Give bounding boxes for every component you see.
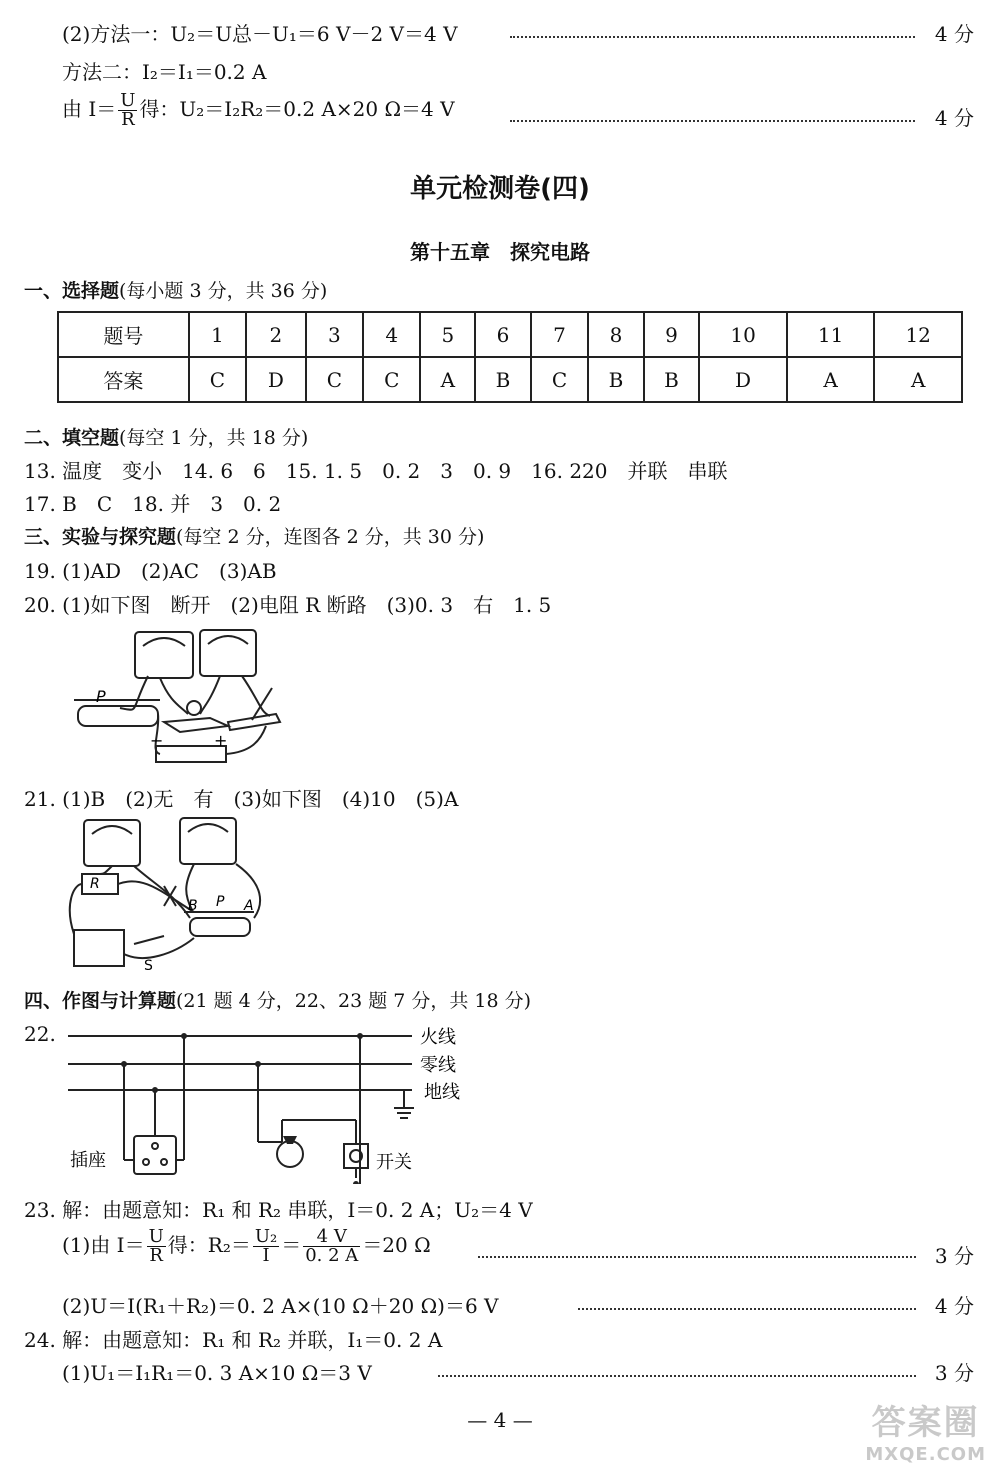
score: 3 分 <box>934 1361 974 1385</box>
table-cell: B <box>475 357 531 402</box>
score-leader <box>578 1308 916 1310</box>
table-cell: 10 <box>699 312 787 357</box>
label-a: A <box>244 898 254 914</box>
score-leader <box>478 1256 916 1258</box>
answer-line: 17. B C 18. 并 3 0. 2 <box>24 492 282 516</box>
section-note: (21 题 4 分，22、23 题 7 分，共 18 分) <box>176 990 532 1012</box>
text: 得：R₂＝ <box>167 1233 251 1257</box>
section-note: (每小题 3 分，共 36 分) <box>119 280 328 302</box>
text: (1)由 I＝ <box>62 1233 145 1257</box>
score-leader <box>510 36 915 38</box>
label-r: R <box>90 876 100 892</box>
table-cell: 5 <box>420 312 475 357</box>
table-row <box>58 312 962 357</box>
denominator: 0. 2 A <box>305 1245 359 1266</box>
table-cell: C <box>531 357 588 402</box>
table-cell: 8 <box>588 312 644 357</box>
bulb-icon <box>187 701 201 715</box>
label-socket: 插座 <box>70 1150 106 1171</box>
table-cell: D <box>246 357 306 402</box>
table-cell: B <box>644 357 700 402</box>
section-heading <box>24 423 308 450</box>
section-note: (每空 2 分，连图各 2 分，共 30 分) <box>176 526 485 548</box>
table-cell: 7 <box>531 312 588 357</box>
fraction <box>118 92 137 129</box>
section-label: 一、选择题 <box>24 280 120 302</box>
rheostat-icon <box>78 706 158 726</box>
label-s: S <box>144 958 153 974</box>
answer-table <box>57 311 963 403</box>
method-one-line: (2)方法一：U₂＝U总－U₁＝6 V－2 V＝4 V <box>62 22 458 46</box>
answer-line: 20. (1)如下图 断开 (2)电阻 R 断路 (3)0. 3 右 1. 5 <box>24 593 552 617</box>
watermark-url: MXQE.COM <box>865 1444 986 1465</box>
score: 3 分 <box>934 1244 974 1268</box>
section-heading <box>24 276 327 303</box>
answer-line: 13. 温度 变小 14. 6 6 15. 1. 5 0. 2 3 0. 9 16. 220 并联 串联 <box>24 459 728 483</box>
label-neutral: 零线 <box>420 1055 456 1076</box>
text: ＝ <box>281 1233 302 1257</box>
table-cell: 1 <box>189 312 246 357</box>
score: 4 分 <box>934 1294 974 1318</box>
table-cell: 9 <box>644 312 700 357</box>
bulb-icon <box>277 1141 303 1167</box>
label-switch: 开关 <box>376 1152 412 1173</box>
answer-line: 23. 解：由题意知：R₁ 和 R₂ 串联，I＝0. 2 A；U₂＝4 V <box>24 1198 533 1222</box>
score-leader <box>510 120 915 122</box>
table-cell: C <box>306 357 363 402</box>
table-cell: 4 <box>363 312 420 357</box>
table-cell: C <box>363 357 420 402</box>
fraction <box>253 1228 279 1265</box>
chapter-title: 第十五章 探究电路 <box>410 240 590 264</box>
section-label: 三、实验与探究题 <box>24 526 177 548</box>
score-leader <box>438 1375 916 1377</box>
circuit-figure-q21 <box>64 814 274 974</box>
denominator: R <box>149 1245 163 1266</box>
answer-line: 19. (1)AD (2)AC (3)AB <box>24 559 277 583</box>
question-number: 22. <box>24 1022 56 1046</box>
table-cell: 答案 <box>58 357 189 402</box>
denominator: I <box>262 1245 270 1266</box>
method-two-line: 方法二：I₂＝I₁＝0.2 A <box>62 60 267 84</box>
table-cell: 12 <box>874 312 962 357</box>
numerator: 4 V <box>303 1228 360 1247</box>
wiring-diagram-q22 <box>60 1024 480 1184</box>
table-cell: B <box>588 357 644 402</box>
formula-line: (1)U₁＝I₁R₁＝0. 3 A×10 Ω＝3 V <box>62 1361 372 1385</box>
fraction <box>303 1228 360 1265</box>
circuit-figure-q20 <box>60 622 290 774</box>
switch-icon <box>344 1144 368 1168</box>
watermark-title: 答案圈 <box>871 1403 980 1443</box>
label-earth: 地线 <box>424 1082 460 1103</box>
rheostat-icon <box>190 918 250 936</box>
table-cell: 6 <box>475 312 531 357</box>
numerator: U <box>148 1226 164 1247</box>
label-minus: − <box>150 731 164 750</box>
formula-line: (2)U＝I(R₁＋R₂)＝0. 2 A×(10 Ω＋20 Ω)＝6 V <box>62 1294 499 1318</box>
resistor-icon <box>82 874 118 894</box>
answer-line: 21. (1)B (2)无 有 (3)如下图 (4)10 (5)A <box>24 787 459 811</box>
table-cell: A <box>420 357 475 402</box>
label-b: B <box>188 898 198 914</box>
numerator: U₂ <box>254 1226 278 1247</box>
socket-icon <box>134 1136 176 1174</box>
battery-icon <box>74 930 124 966</box>
watermark <box>865 1395 986 1465</box>
section-label: 四、作图与计算题 <box>24 990 177 1012</box>
table-cell: D <box>699 357 787 402</box>
label-live: 火线 <box>420 1027 456 1048</box>
switch-icon <box>134 936 164 944</box>
text: 由 I＝ <box>62 97 117 121</box>
answer-line: 24. 解：由题意知：R₁ 和 R₂ 并联，I₁＝0. 2 A <box>24 1328 443 1352</box>
table-cell: 题号 <box>58 312 189 357</box>
label-plus: + <box>214 731 228 750</box>
table-cell: 2 <box>246 312 306 357</box>
fraction <box>147 1228 166 1265</box>
table-row <box>58 357 962 402</box>
section-label: 二、填空题 <box>24 427 120 449</box>
table-cell: 3 <box>306 312 363 357</box>
label-p: P <box>216 894 225 910</box>
section-note: (每空 1 分，共 18 分) <box>119 427 309 449</box>
text: ＝20 Ω <box>362 1233 431 1257</box>
table-cell: A <box>787 357 875 402</box>
numerator: U <box>120 90 136 111</box>
text: 得：U₂＝I₂R₂＝0.2 A×20 Ω＝4 V <box>139 97 455 121</box>
formula-line <box>62 1228 431 1265</box>
section-heading <box>24 522 484 549</box>
label-p: P <box>96 687 106 706</box>
table-cell: 11 <box>787 312 875 357</box>
page-number: — 4 — <box>467 1408 533 1432</box>
table-cell: C <box>189 357 246 402</box>
table-cell: A <box>874 357 962 402</box>
score: 4 分 <box>934 22 974 46</box>
section-heading <box>24 986 531 1013</box>
denominator: R <box>121 109 135 130</box>
score: 4 分 <box>934 106 974 130</box>
ohm-law-line <box>62 92 455 129</box>
page-title: 单元检测卷(四) <box>410 174 590 204</box>
